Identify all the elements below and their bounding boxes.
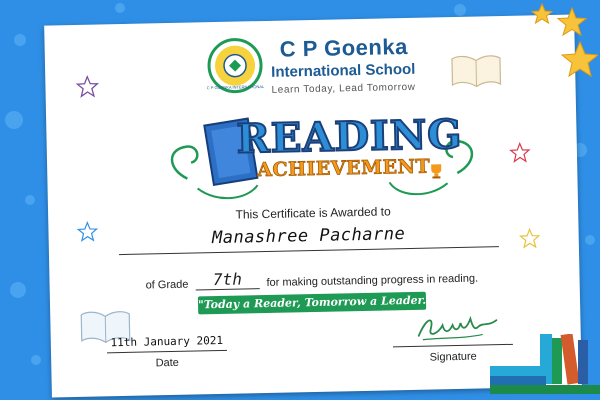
grade-value: 7th xyxy=(195,269,259,290)
star-icon xyxy=(518,227,540,249)
gold-star-icon xyxy=(528,0,598,80)
school-tagline: Learn Today, Lead Tomorrow xyxy=(271,81,416,96)
signature-label: Signature xyxy=(429,350,477,364)
school-header xyxy=(204,27,435,102)
recipient-name: Manashree Pacharne xyxy=(211,224,406,249)
date-label: Date xyxy=(155,356,180,370)
star-icon xyxy=(509,141,531,163)
grade-prefix: of Grade xyxy=(145,278,189,292)
open-book-icon xyxy=(449,52,504,91)
school-name-line1: C P Goenka xyxy=(279,33,409,62)
awarded-text: This Certificate is Awarded to xyxy=(235,204,391,222)
date-value: 11th January 2021 xyxy=(110,333,224,350)
star-icon xyxy=(75,74,99,98)
book-stack-icon xyxy=(490,334,600,394)
school-logo-text: C P GOENKA INTERNATIONAL xyxy=(206,83,265,91)
school-logo-icon xyxy=(204,35,265,96)
school-name-line2: International School xyxy=(271,60,416,81)
title-achievement: ACHIEVEMENT xyxy=(257,155,431,182)
grade-suffix: for making outstanding progress in reading. xyxy=(266,272,479,289)
grade-row xyxy=(145,267,478,294)
reading-achievement-title xyxy=(156,102,488,219)
motto-banner: "Today a Reader, Tomorrow a Leader." xyxy=(198,292,426,315)
title-reading: READING xyxy=(236,110,463,163)
date-line xyxy=(107,350,227,354)
trophy-icon xyxy=(429,163,443,179)
